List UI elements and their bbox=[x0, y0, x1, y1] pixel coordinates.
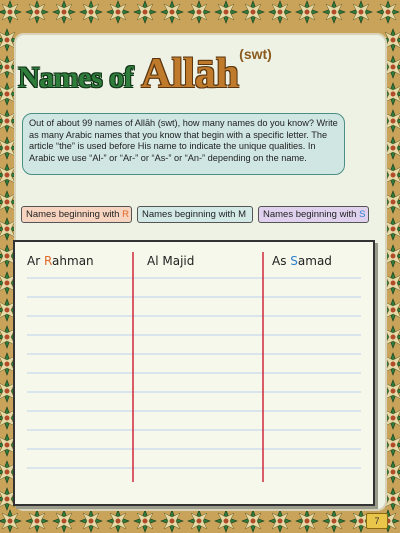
star-ornament bbox=[0, 510, 21, 532]
star-ornament bbox=[107, 510, 129, 532]
star-ornament bbox=[80, 510, 102, 532]
letter-s: S bbox=[359, 209, 366, 220]
star-ornament bbox=[0, 1, 21, 23]
star-ornament bbox=[215, 1, 237, 23]
star-ornament bbox=[161, 510, 183, 532]
instructions-text: Out of about 99 names of Allāh (swt), how many names do you know? Write as many Arabic names that you know that begin with a specific letter. The article “the” is used before His name to indicate the unique qualities. In Arabic we use “Al-” or “Ar-” or “As-” or “An-” depending on the name. bbox=[29, 118, 338, 163]
column-heading-r: Ar Rahman bbox=[27, 254, 94, 268]
category-r-label: Names beginning with R bbox=[21, 206, 132, 223]
star-ornament bbox=[188, 510, 210, 532]
ruled-notepad bbox=[13, 240, 375, 506]
title-swt: (swt) bbox=[239, 46, 272, 62]
star-ornament bbox=[107, 1, 129, 23]
star-ornament bbox=[134, 1, 156, 23]
star-ornament bbox=[26, 510, 48, 532]
star-ornament bbox=[377, 1, 399, 23]
notepad-rules bbox=[15, 242, 373, 504]
letter-r: R bbox=[122, 209, 129, 220]
star-ornament bbox=[215, 510, 237, 532]
page-title bbox=[18, 46, 272, 98]
category-m-label: Names beginning with M bbox=[137, 206, 253, 223]
star-ornament bbox=[242, 1, 264, 23]
star-ornament bbox=[323, 510, 345, 532]
star-ornament bbox=[134, 510, 156, 532]
category-s-label: Names beginning with S bbox=[258, 206, 369, 223]
star-ornament bbox=[350, 1, 372, 23]
title-names-of: Names of bbox=[18, 61, 134, 94]
star-ornament bbox=[269, 1, 291, 23]
star-ornament bbox=[80, 1, 102, 23]
star-ornament bbox=[242, 510, 264, 532]
star-ornament bbox=[269, 510, 291, 532]
star-ornament bbox=[296, 510, 318, 532]
star-ornament bbox=[53, 1, 75, 23]
column-heading-s: As Samad bbox=[272, 254, 332, 268]
column-heading-m: Al Majid bbox=[147, 254, 195, 268]
star-ornament bbox=[26, 1, 48, 23]
star-ornament bbox=[53, 510, 75, 532]
star-ornament bbox=[161, 1, 183, 23]
star-ornament bbox=[188, 1, 210, 23]
instructions-box bbox=[22, 113, 345, 175]
star-ornament bbox=[296, 1, 318, 23]
title-allah: Allāh bbox=[141, 51, 240, 97]
star-ornament bbox=[323, 1, 345, 23]
page-number: 7 bbox=[366, 513, 388, 529]
